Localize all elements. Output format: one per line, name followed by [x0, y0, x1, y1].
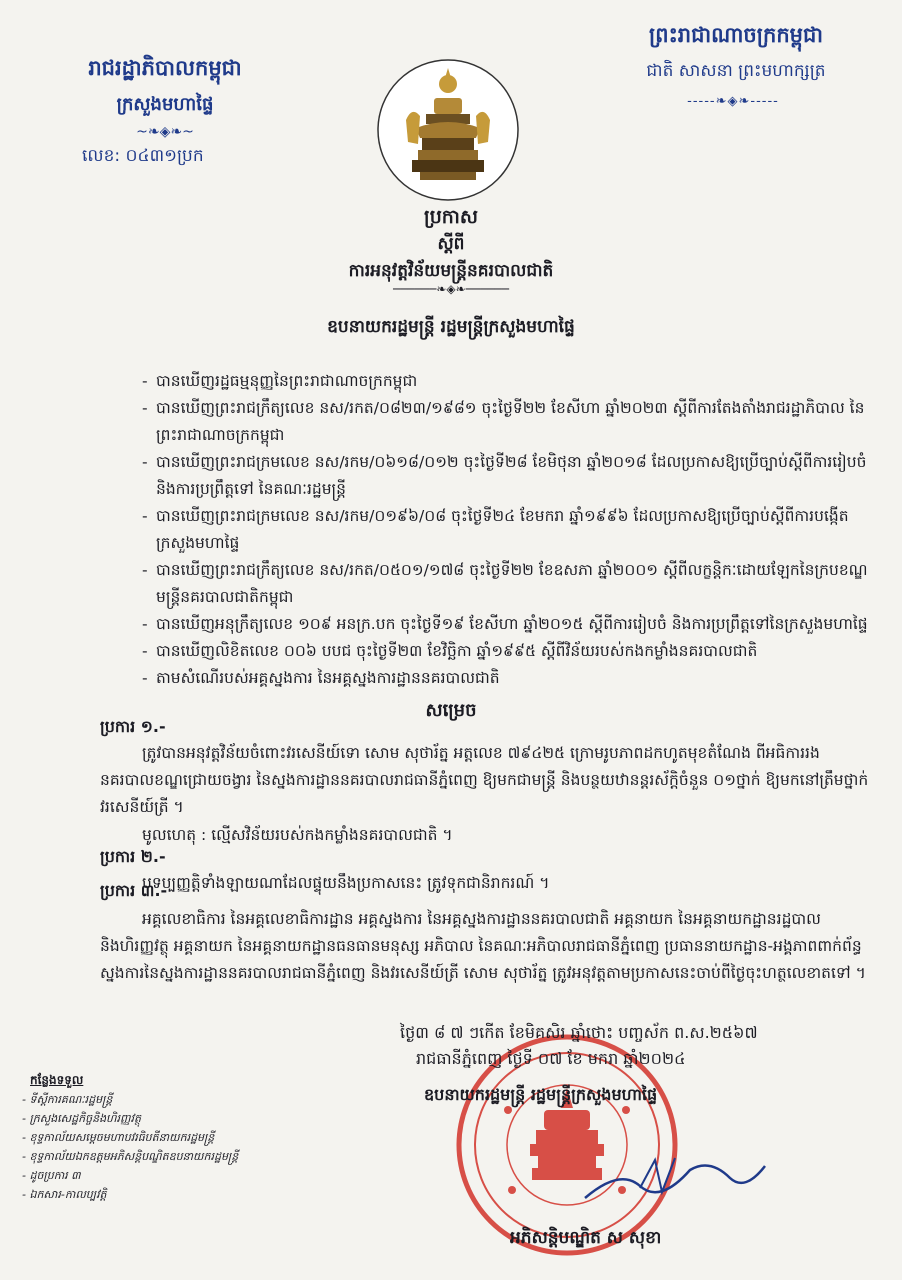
signer-title: ឧបនាយករដ្ឋមន្ត្រី រដ្ឋមន្ត្រីក្រសួងមហាផ្ទៃ: [424, 1085, 658, 1104]
recipients-list: [22, 1090, 382, 1204]
consideration-item: - បានឃើញលិខិតលេខ ០០៦ បបជ ចុះថ្ងៃទី២៣ ខែវិច្ឆិកា ឆ្នាំ១៩៩៥ ស្តីពីវិន័យរបស់កងកម្លាំងនគរបាលជាតិ: [142, 638, 882, 665]
document-type: ប្រកាស: [424, 206, 478, 228]
handwritten-signature-icon: [580, 1148, 770, 1208]
consideration-item: - បានឃើញព្រះរាជក្រឹត្យលេខ នស/រកត/០៨២៣/១៩៨១ ចុះថ្ងៃទី២២ ខែសីហា ឆ្នាំ២០២៣ ស្តីពីការតែងតាំងរាជរដ្ឋាភិបាល នៃព្រះរាជាណាចក្រកម្ពុជា: [142, 395, 882, 449]
article-1-label: ប្រការ ១.-: [100, 717, 166, 736]
document-subject: ការអនុវត្តវិន័យមន្ត្រីនគរបាលជាតិ: [348, 261, 554, 281]
kingdom-title: ព្រះរាជាណាចក្រកម្ពុជា: [648, 23, 823, 47]
article-1-reason: មូលហេតុ : ល្មើសវិន័យរបស់កងកម្លាំងនគរបាលជាតិ ។: [142, 826, 453, 844]
gregorian-date: រាជធានីភ្នំពេញ ថ្ងៃទី ០៧ ខែ មករា ឆ្នាំ២០២៤: [416, 1049, 686, 1068]
lunar-date: ថ្ងៃ៣ ៨ ៧ ៗកើត ខែមិគសិរ ឆ្នាំថោះ បញ្ចស័ក ព.ស.២៥៦៧: [400, 1023, 758, 1042]
decision-heading: សម្រេច: [425, 700, 477, 721]
recipients-heading: កន្លែងទទួល: [30, 1073, 84, 1087]
reference-number: លេខ: ០៤៣១ប្រក: [82, 146, 204, 166]
issuer-title: ឧបនាយករដ្ឋមន្ត្រី រដ្ឋមន្ត្រីក្រសួងមហាផ្ទៃ: [327, 317, 575, 337]
article-2-text: បទប្បញ្ញត្តិទាំងឡាយណាដែលផ្ទុយនឹងប្រកាសនេះ ត្រូវទុកជានិរាករណ៍ ។: [142, 874, 550, 892]
consideration-item: - បានឃើញរដ្ឋធម្មនុញ្ញនៃព្រះរាជាណាចក្រកម្ពុជា: [142, 368, 882, 395]
left-ornament: ~❧◈❧~: [136, 124, 194, 140]
document-about: ស្តីពី: [437, 234, 465, 254]
government-title: រាជរដ្ឋាភិបាលកម្ពុជា: [88, 56, 242, 80]
recipient-item: - ឯកសារ-កាលប្បវត្តិ: [22, 1185, 382, 1204]
article-3-label: ប្រការ ៣.-: [100, 881, 168, 900]
consideration-item: - បានឃើញព្រះរាជក្រឹត្យលេខ នស/រកត/០៥០១/១៧៨ ចុះថ្ងៃទី២២ ខែឧសភា ឆ្នាំ២០០១ ស្តីពីលក្ខន្តិកៈដោយឡែកនៃក្របខណ្ឌមន្ត្រីនគរបាលជាតិកម្ពុជា: [142, 557, 882, 611]
article-3-text: អគ្គលេខាធិការ នៃអគ្គលេខាធិការដ្ឋាន អគ្គស្នងការ នៃអគ្គស្នងការដ្ឋាននគរបាលជាតិ អគ្គនាយក នៃអគ្គនាយកដ្ឋានរដ្ឋបាលនិងហិរញ្ញវត្ថុ អគ្គនាយក នៃអគ្គនាយកដ្ឋានធនធានមនុស្ស អភិបាល នៃគណៈអភិបាលរាជធានីភ្នំពេញ ប្រធាននាយកដ្ឋាន-អង្គភាពពាក់ព័ន្ធ ស្នងការនៃស្នងការដ្ឋាននគរបាលរាជធានីភ្នំពេញ និងវរសេនីយ៍ត្រី សោម សុថារ័ត្ន ត្រូវអនុវត្តតាមប្រកាសនេះចាប់ពីថ្ងៃចុះហត្ថលេខាតទៅ ។: [100, 910, 866, 982]
subject-ornament: ──────❧◈❧──────: [392, 282, 510, 296]
article-2-label: ប្រការ ២.-: [100, 847, 166, 866]
recipient-item: - ក្រសួងសេដ្ឋកិច្ចនិងហិរញ្ញវត្ថុ: [22, 1109, 382, 1128]
consideration-item: - បានឃើញព្រះរាជក្រមលេខ នស/រកម/០៦១៨/០១២ ចុះថ្ងៃទី២៨ ខែមិថុនា ឆ្នាំ២០១៨ ដែលប្រកាសឱ្យប្រើច្បាប់ស្តីពីការរៀបចំ និងការប្រព្រឹត្តទៅ នៃគណៈរដ្ឋមន្ត្រី: [142, 449, 882, 503]
recipient-item: - ទីស្តីការគណៈរដ្ឋមន្ត្រី: [22, 1090, 382, 1109]
signer-name: អភិសន្តិបណ្ឌិត ស សុខា: [510, 1228, 662, 1248]
motto-ornament: -----❧◈❧-----: [687, 94, 779, 109]
recipient-item: - ខុទ្ទកាល័យសម្តេចមហាបវរធិបតីនាយករដ្ឋមន្ត្រី: [22, 1128, 382, 1147]
consideration-item: - បានឃើញព្រះរាជក្រមលេខ នស/រកម/០១៩៦/០៨ ចុះថ្ងៃទី២៤ ខែមករា ឆ្នាំ១៩៩៦ ដែលប្រកាសឱ្យប្រើច្បាប់ស្តីពីការបង្កើតក្រសួងមហាផ្ទៃ: [142, 503, 882, 557]
ministry-title: ក្រសួងមហាផ្ទៃ: [116, 94, 214, 115]
consideration-item: - តាមសំណើរបស់អគ្គស្នងការ នៃអគ្គស្នងការដ្ឋាននគរបាលជាតិ: [142, 665, 882, 692]
kingdom-motto: ជាតិ សាសនា ព្រះមហាក្សត្រ: [646, 61, 826, 81]
consideration-item: - បានឃើញអនុក្រឹត្យលេខ ១០៩ អនក្រ.បក ចុះថ្ងៃទី១៩ ខែសីហា ឆ្នាំ២០១៥ ស្តីពីការរៀបចំ និងការប្រព្រឹត្តទៅនៃក្រសួងមហាផ្ទៃ: [142, 611, 882, 638]
royal-emblem-icon: [376, 58, 520, 202]
recipient-item: - ខុទ្ទកាល័យឯកឧត្តមអភិសន្តិបណ្ឌិតឧបនាយករដ្ឋមន្ត្រី: [22, 1147, 382, 1166]
considerations-list: [142, 368, 882, 692]
recipient-item: - ដូចប្រការ ៣: [22, 1166, 382, 1185]
article-1-text: ត្រូវបានអនុវត្តវិន័យចំពោះវរសេនីយ៍ទោ សោម សុថារ័ត្ន អត្តលេខ ៧៩៤២៥ ក្រោមរូបភាពដកហូតមុខតំណែង ពីអធិការរងនគរបាលខណ្ឌជ្រោយចង្វារ នៃស្នងការដ្ឋាននគរបាលរាជធានីភ្នំពេញ ឱ្យមកជាមន្ត្រី និងបន្ថយឋានន្តរស័ក្តិចំនួន ០១ថ្នាក់ ឱ្យមកនៅត្រឹមថ្នាក់ វរសេនីយ៍ត្រី ។: [100, 744, 869, 816]
